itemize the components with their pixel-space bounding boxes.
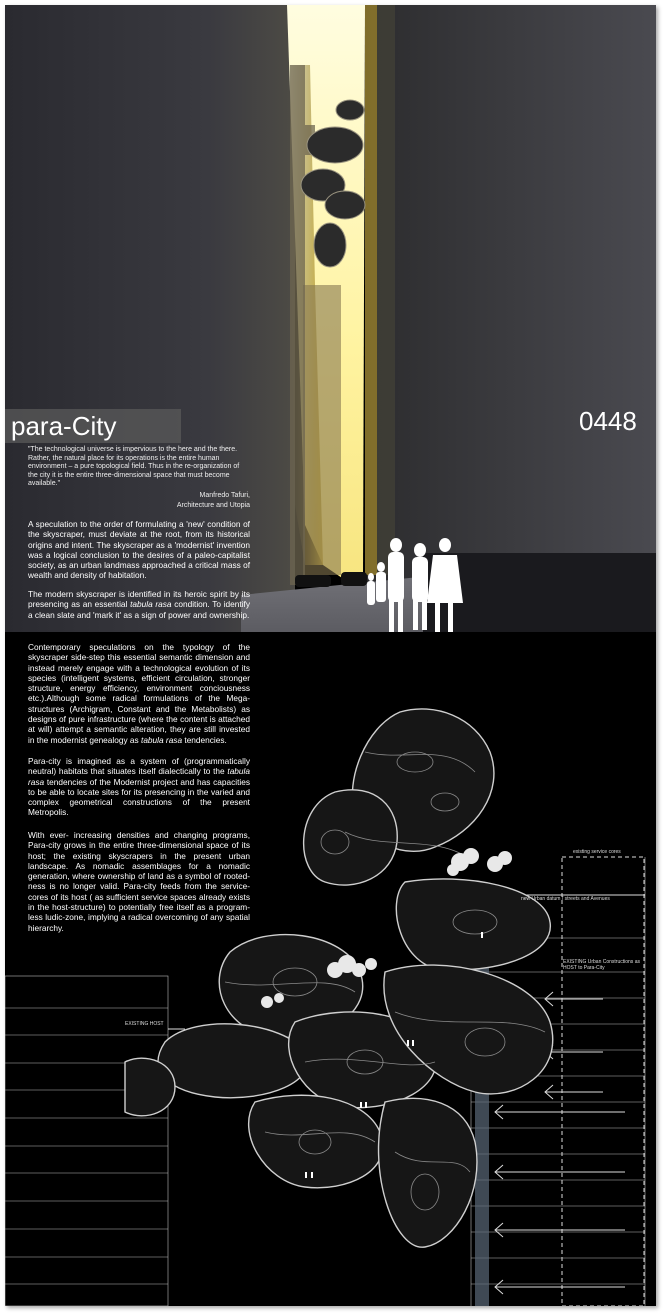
paragraph-3-text-b: tendencies. bbox=[182, 734, 227, 745]
paragraph-3 bbox=[28, 642, 250, 745]
paragraph-4 bbox=[28, 756, 250, 818]
entry-number: 0448 bbox=[579, 406, 637, 436]
paragraph-3-emphasis: tabula rasa bbox=[141, 734, 183, 745]
paragraph-2-text-a: The modern skyscraper is identified in its heroic spirit by its presencing as an essential bbox=[28, 589, 250, 610]
label-service-cores: existing service cores bbox=[573, 849, 621, 855]
label-existing-host: EXISTING HOST bbox=[125, 1021, 164, 1027]
paragraph-2-emphasis: tabula rasa bbox=[130, 599, 172, 610]
paragraph-2-text-b: condition. To identify a clean slate and 'mark it' as a sign of power and ownership. bbox=[28, 599, 250, 620]
paragraph-4-text-b: tendencies of the Modernist project and has capacities to be able to locate sites for its presencing in the varied and complex geometrical constructions of the present Metropolis. bbox=[28, 776, 250, 818]
paragraph-3-text-a: Contemporary speculations on the typology of the skyscraper side-step this essential semantic dimension and instead merely engage with a technological evolution of its species (intelligent systems, efficient circulation, stronger structure, energy efficiency, environment conciousness etc.).Although some radical formulations of the Mega-structures (Archigram, Constant and the Metabolists) as designs of pure infrastructure (where the content is attached at will) attempt a semantic alteration, they are still invested in the modernist genealogy as bbox=[28, 642, 250, 745]
canyon-render bbox=[5, 5, 656, 632]
paragraph-1: A speculation to the order of formulating a 'new' condition of the skyscraper, must deviate at the root, from its historical origins and intent. The skyscraper as a 'modernist' invention was a logical conclusion to the desires of a paleo-capitalist society, as an urban landmass approached a critical mass of wealth and density of habitation. bbox=[28, 519, 250, 581]
quote-text: "The technological universe is impervious to the here and the there. Rather, the natural place for its operations is the entire human environment – a pure topological field. Thus in the re-organization of the city it is the entire three-dimensional space that must become available." bbox=[28, 446, 240, 488]
poster bbox=[5, 5, 656, 1306]
page-title: para-City bbox=[11, 411, 117, 441]
label-urban-datum: new Urban datum / streets and Avenues bbox=[521, 896, 610, 902]
section-diagram bbox=[5, 632, 656, 1306]
paragraph-2 bbox=[28, 589, 250, 620]
paragraph-4-text-a: Para-city is imagined as a system of (programmatically neutral) habitats that situates itself dialectically to the bbox=[28, 756, 250, 777]
quote-source: Architecture and Utopia bbox=[176, 502, 250, 509]
paragraph-4-emphasis: tabula rasa bbox=[28, 766, 250, 787]
quote-author: Manfredo Tafuri, bbox=[199, 492, 250, 499]
label-existing-urban: EXISTING Urban Constructions as HOST to Para-City bbox=[563, 959, 640, 971]
quote-attribution bbox=[155, 491, 250, 511]
title-box bbox=[5, 409, 181, 443]
paragraph-5: With ever- increasing densities and changing programs, Para-city grows in the entire three-dimensional space of its host; the existing skyscrapers in the present urban landscape. As nomadic assemblages for a nomadic generation, where ownership of land as a symbol of rooted-ness is no longer valid. Para-city feeds from the service-cores of its host ( as sufficient service spaces already exists in the host-structure) to potentially free itself as a program-less ludic-zone, implying a radical overcoming of any spatial hierarchy. bbox=[28, 830, 250, 933]
